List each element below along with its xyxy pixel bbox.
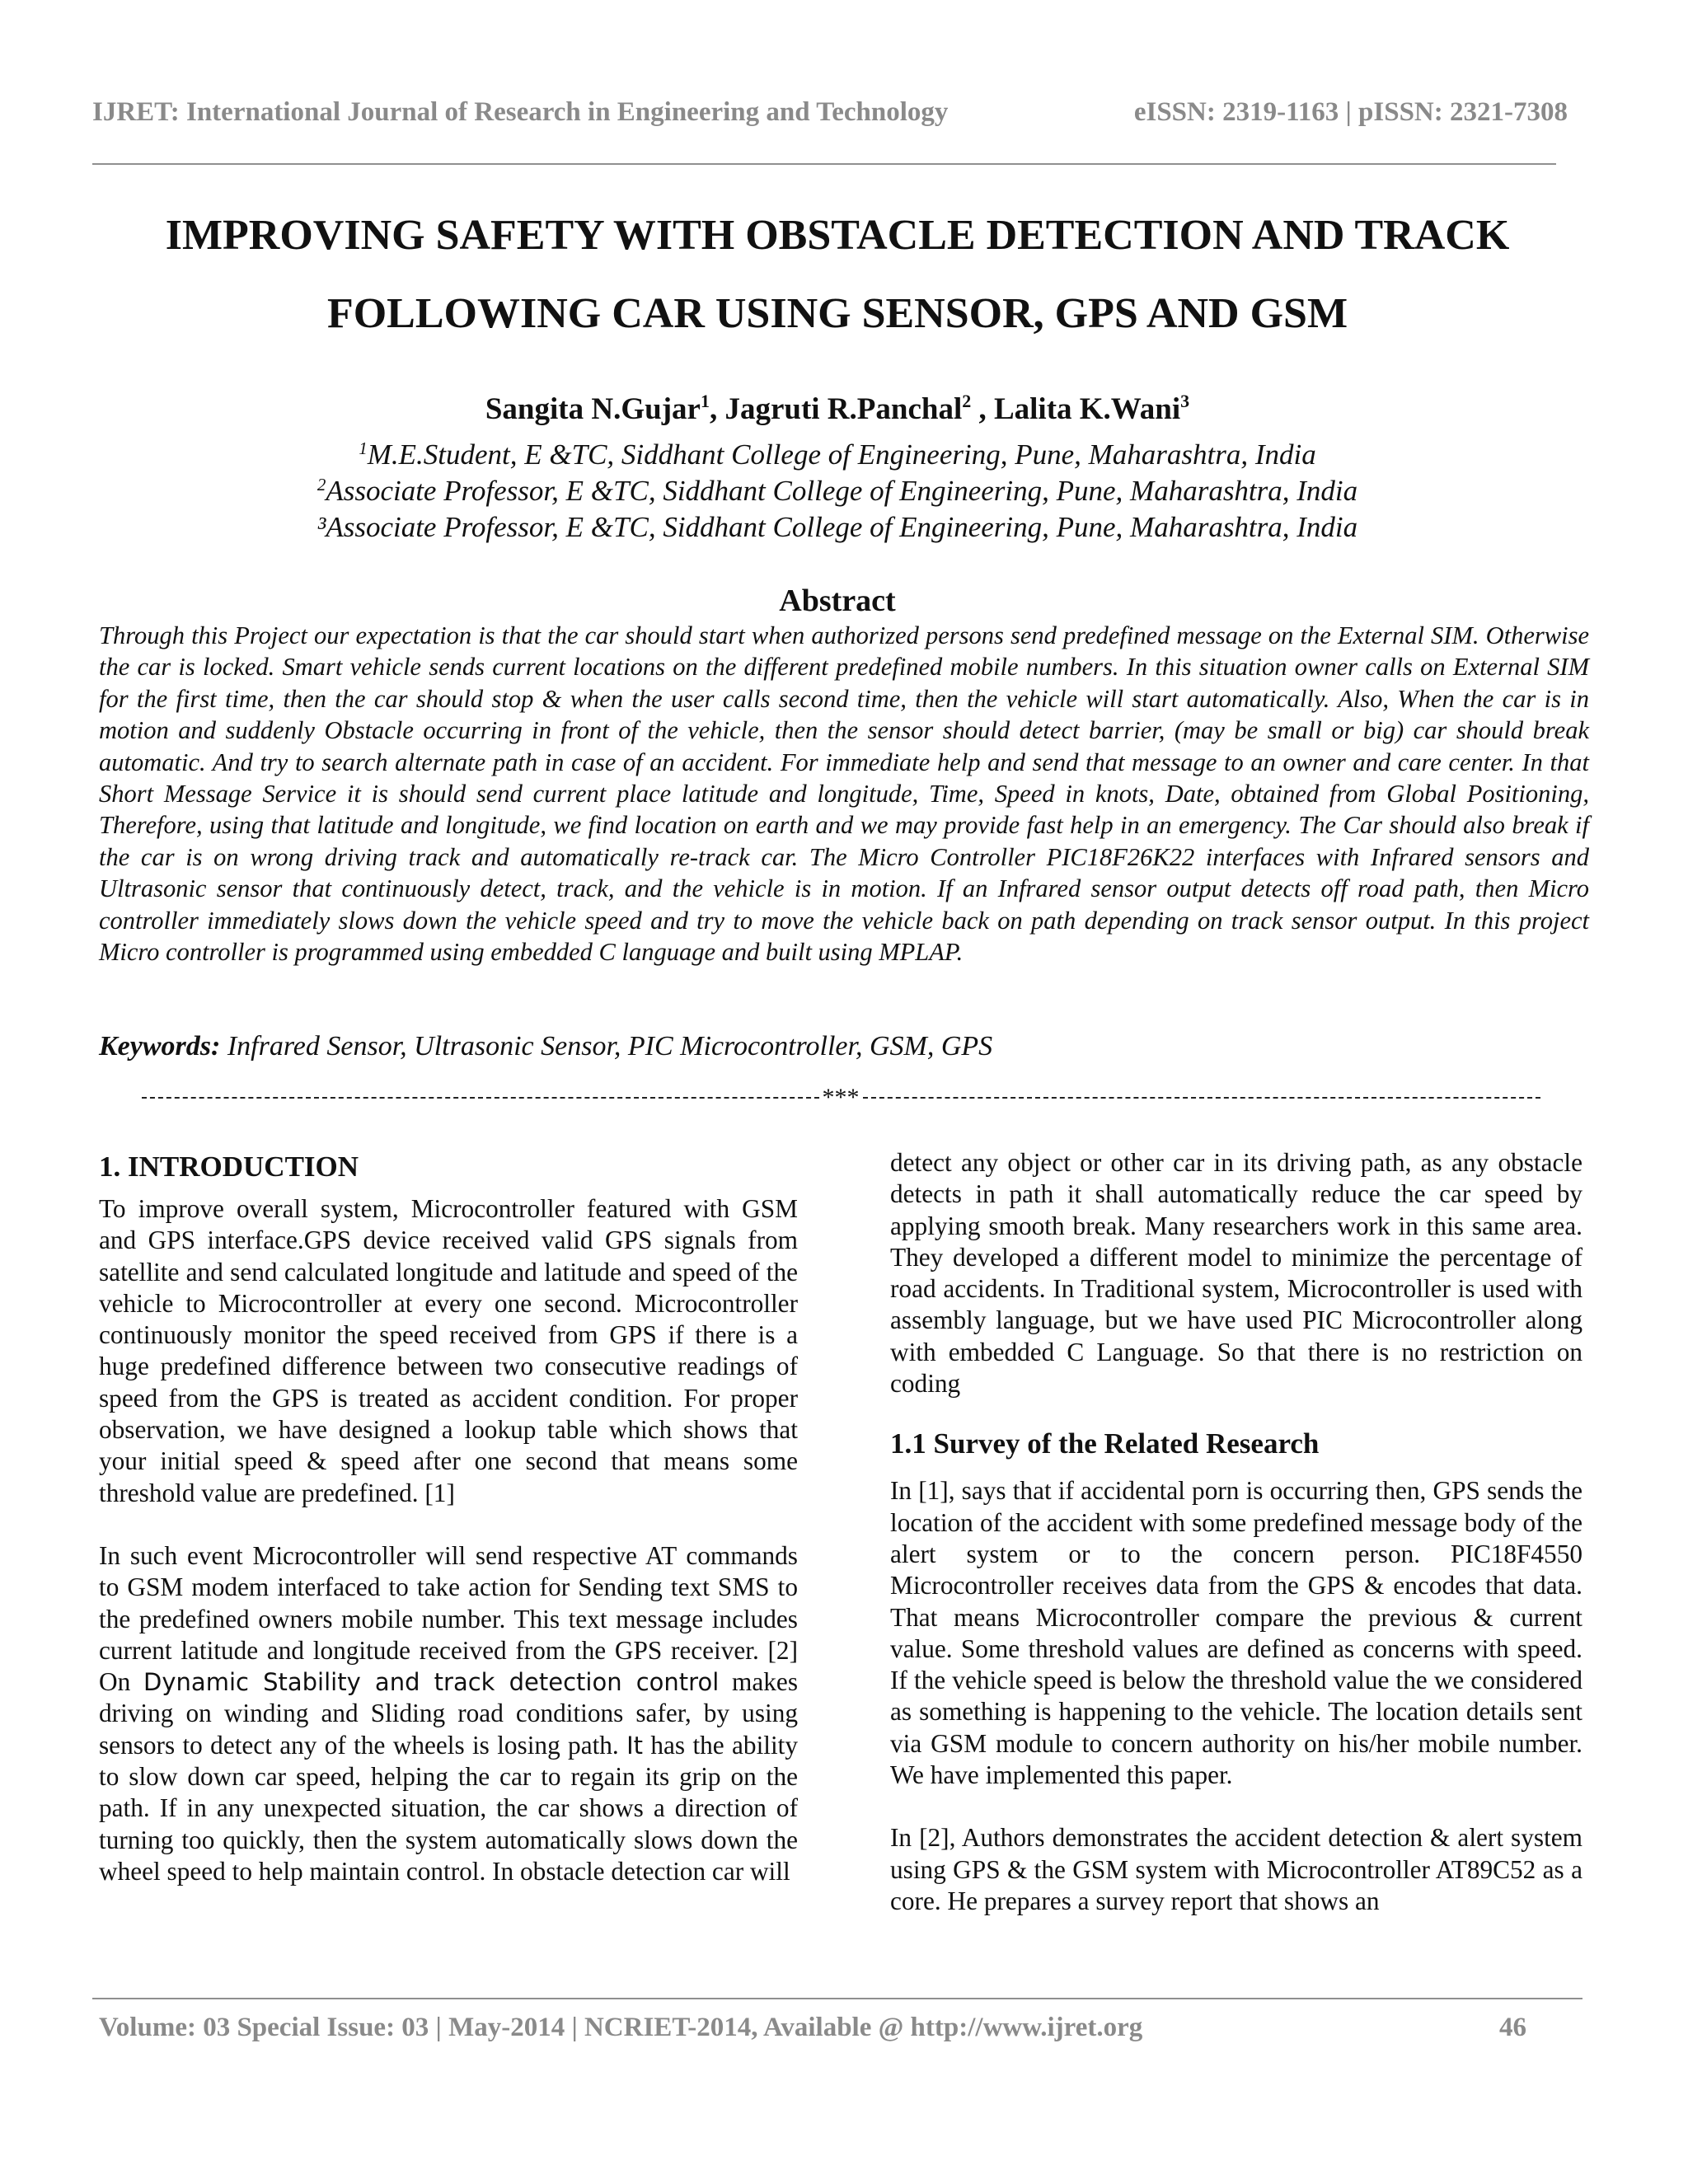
affiliation-mark: ³ xyxy=(316,511,326,543)
affiliation-text: Associate Professor, E &TC, Siddhant College of Engineering, Pune, Maharashtra, India xyxy=(326,511,1358,543)
affiliation-text: Associate Professor, E &TC, Siddhant College of Engineering, Pune, Maharashtra, India xyxy=(326,475,1358,507)
keywords-text: Infrared Sensor, Ultrasonic Sensor, PIC Microcontroller, GSM, GPS xyxy=(227,1031,993,1062)
intro-paragraph-2 xyxy=(99,1540,798,1887)
page-footer xyxy=(92,2013,1526,2054)
author-name: Sangita N.Gujar xyxy=(485,392,701,426)
affiliation xyxy=(92,473,1582,509)
title-line-2: FOLLOWING CAR USING SENSOR, GPS AND GSM xyxy=(326,290,1348,337)
paragraph-gap xyxy=(890,1791,1582,1822)
header-rule xyxy=(92,163,1556,165)
affiliation-text: M.E.Student, E &TC, Siddhant College of Engineering, Pune, Maharashtra, India xyxy=(367,438,1316,471)
author-mark: 1 xyxy=(700,391,710,411)
footer-rule xyxy=(92,1998,1582,1999)
left-column xyxy=(99,1147,798,1887)
paragraph-gap xyxy=(99,1509,798,1540)
survey-paragraph-2: In [2], Authors demonstrates the accident detection & alert system using GPS & the GSM system with Microcontroller AT89C52 as a core. He prepares a survey report that shows an xyxy=(890,1823,1582,1915)
section-separator xyxy=(99,1080,1582,1113)
affiliation xyxy=(92,509,1582,546)
dash-rule-right xyxy=(863,1097,1540,1099)
footer-info: Volume: 03 Special Issue: 03 | May-2014 | NCRIET-2014, Available @ http://www.ijret.org xyxy=(99,2013,1143,2042)
journal-name: IJRET: International Journal of Research in Engineering and Technology xyxy=(92,97,949,127)
survey-heading: 1.1 Survey of the Related Research xyxy=(890,1427,1320,1460)
separator-stars: *** xyxy=(822,1084,860,1112)
intro-p2-feature-name: Dynamic Stability and track detection control xyxy=(143,1668,720,1697)
intro-p2-part-a: In such event Microcontroller will send respective AT commands to GSM modem interfaced to take action for Sending text SMS to the predefined owners mobile number. This text message includes current latitude and longitude received from the GPS receiver. [2] On xyxy=(99,1540,798,1697)
author-name: Jagruti R.Panchal xyxy=(724,392,963,426)
author-mark: 3 xyxy=(1180,391,1190,411)
introduction-heading: 1. INTRODUCTION xyxy=(99,1151,359,1183)
author-mark: 2 xyxy=(962,391,972,411)
intro-paragraph-3: detect any object or other car in its driving path, as any obstacle detects in path it shall automatically reduce the car speed by applying smooth break. Many researchers work in this same area. They developed a different model to minimize the percentage of road accidents. In Traditional system, Microcontroller is used with assembly language, but we have used PIC Microcontroller along with embedded C Language. So that there is no restriction on coding xyxy=(890,1148,1582,1399)
author-list: Sangita N.Gujar$^1$, Jagruti R.Panchal$^2$ , Lalita K.Wani$^3$ xyxy=(485,391,1190,426)
author-name: Lalita K.Wani xyxy=(993,392,1181,426)
affiliation xyxy=(92,437,1582,473)
survey-paragraph-1: In [1], says that if accidental porn is occurring then, GPS sends the location of the accident with some predefined message body of the alert system or to the concern person. PIC18F4550 Microcontroller receives data from the GPS & encodes that data. That means Microcontroller compare the previous & current value. Some threshold values are defined as concerns with speed. If the vehicle speed is below the threshold value the we considered as something is happening to the vehicle. The location details sent via GSM module to concern authority on his/her mobile number. We have implemented this paper. xyxy=(890,1476,1582,1790)
title-line-1: IMPROVING SAFETY WITH OBSTACLE DETECTION AND TRACK xyxy=(165,212,1510,259)
page-number: 46 xyxy=(1499,2013,1526,2042)
abstract-text: Through this Project our expectation is that the car should start when authorized persons send predefined message on the External SIM. Otherwise the car is locked. Smart vehicle sends current locations on the different predefined mobile numbers. In this situation owner calls on External SIM for the first time, then the car should stop & when the user calls second time, then the vehicle will start automatically. Also, When the car is in motion and suddenly Obstacle occurring in front of the vehicle, then the sensor should detect barrier, (may be small or big) car should break automatic. And try to search alternate path in case of an accident. For immediate help and send that message to an owner and care center. In that Short Message Service it is should send current place latitude and longitude, Time, Speed in knots, Date, obtained from Global Positioning, Therefore, using that latitude and longitude, we find location on earth and we may provide fast help in an emergency. The Car should also break if the car is on wrong driving track and automatically re-track car. The Micro Controller PIC18F26K22 interfaces with Infrared sensors and Ultrasonic sensor that continuously detect, track, and the vehicle is in motion. If an Infrared sensor output detects off road path, then Micro controller immediately slows down the vehicle speed and try to move the vehicle back on path depending on track sensor output. In this project Micro controller is programmed using embedded C language and built using MPLAP. xyxy=(99,621,1589,967)
intro-paragraph-1: To improve overall system, Microcontroller featured with GSM and GPS interface.GPS device received valid GPS signals from satellite and send calculated longitude and latitude and speed of the vehicle to Microcontroller at every one second. Microcontroller continuously monitor the speed received from GPS if there is a huge predefined difference between two consecutive readings of speed from the GPS is treated as accident condition. For proper observation, we have designed a lookup table which shows that your initial speed & speed after one second that means some threshold value are predefined. [1] xyxy=(99,1194,798,1507)
running-header xyxy=(92,97,1568,138)
keywords-label: Keywords: xyxy=(99,1031,221,1062)
affiliation-mark: 1 xyxy=(359,438,368,458)
intro-p2-it: It xyxy=(626,1731,644,1760)
affiliation-mark: 2 xyxy=(316,475,326,494)
intro-p2-part-e: has the ability to slow down car speed, helping the car to regain its grip on the path. If in any unexpected situation, the car shows a direction of turning too quickly, then the system automatically slows down the wheel speed to help maintain control. In obstacle detection car will xyxy=(99,1730,798,1886)
paper-title xyxy=(92,196,1582,353)
keywords xyxy=(99,1029,1589,1065)
section-gap xyxy=(890,1399,1582,1424)
right-column xyxy=(890,1147,1582,1917)
abstract-heading: Abstract xyxy=(779,583,896,618)
issn-info: eISSN: 2319-1163 | pISSN: 2321-7308 xyxy=(1133,97,1568,127)
dash-rule-left xyxy=(142,1097,819,1099)
intro-p2-part-c: makes driving on winding and Sliding road conditions safer, by using sensors to detect any of the wheels is losing path. xyxy=(99,1667,799,1760)
